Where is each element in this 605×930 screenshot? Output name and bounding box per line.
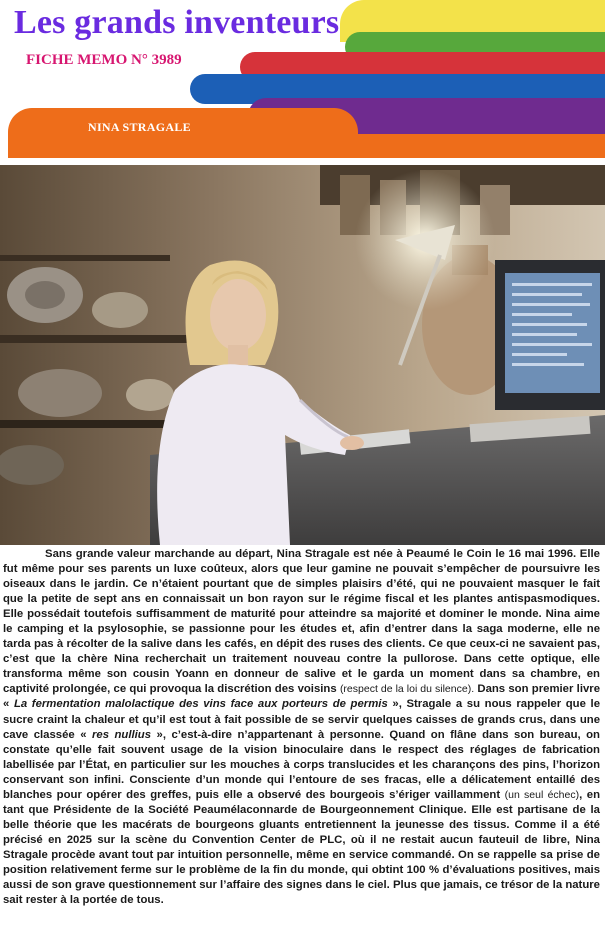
book-title: La fermentation malolactique des vins face aux porteurs de permis	[13, 698, 388, 711]
article-note-silence: (respect de la loi du silence).	[339, 683, 475, 696]
article-part-5: , en tant que Présidente de la Société Peaumélaconnarde de Bourgeonnement Clinique. Elle est partisane de la belle théorie que les macérats de bourgeons gluants entretiennent la jeunesse des tissus. Comme il a été précisé en 2025 sur la scène du Convention Center de PLC, où il ne restait aucun fauteuil de libre, Nina Stragale procède avant tout par intuition personnelle, même en service commandé. On se rappelle sa prise de position relativement ferme sur le problème de la fin du monde, qui obtint 100 % d’évaluations positives, mais aussi de son grave questionnement sur l’affaire des signes dans le ciel. Plus que jamais, ce trésor de la nature sait rester à la portée de tous.	[3, 788, 600, 907]
article-part-4: », c’est-à-dire n’appartenant à personne. Quand on flâne dans son bureau, on constate qu’elle fait souvent usage de la vision binoculaire dans le respect des réglages de fabrication labellisée par l’État, en particulier sur les mouches à corps translucides et les charançons des pins, l’horizon conservant son infini. Consciente d’un monde qui l’entoure de ses fracas, elle a délicatement entaillé des blanches pour opérer des greffes, puis elle a observé des bourgeois s’ériger vaillamment	[3, 728, 600, 801]
latin-term: res nullius	[91, 728, 152, 741]
stripe-orange-bar	[8, 134, 605, 158]
article-body	[3, 547, 600, 908]
woman-at-desk-photo	[0, 165, 605, 545]
article-part-2: Dans son premier livre «	[3, 683, 600, 711]
person-name: NINA STRAGALE	[88, 120, 191, 134]
header-banner	[0, 0, 605, 165]
article-part-1: Sans grande valeur marchande au départ, Nina Stragale est née à Peaumé le Coin le 16 mai 1996. Elle fut même pour ses parents un luxe coûteux, alors que leur gamine ne pouvait s’empêcher de poursuivre les oiseaux dans le jardin. Ce n’étaient pourtant que de simples plaisirs d’été, qui ne pouvaient masquer le fait que la petite de sept ans en connaissait un bon rayon sur le régime fiscal et les plantes antispasmodiques. Elle possédait toutefois suffisamment de maturité pour atteindre sa majorité et dominer le monde. Nina aime le camping et la psylosophie, se passionne pour les études et, afin d’entrer dans la saga moderne, elle ne tarda pas à récolter de la salive dans les cafés, en dépit des ruses des clients. Ce que ceux-ci ne savaient pas, c’est que la chère Nina recherchait un traitement nouveau contre la pullorose. Dans cette optique, elle transforma même son cousin Yoann en donneur de salive et le garda un moment dans sa chambre, en captivité prolongée, ce qui provoqua la discrétion des voisins	[3, 548, 600, 696]
article-note-failure: (un seul échec)	[504, 788, 580, 801]
memo-number: FICHE MEMO N° 3989	[26, 52, 182, 68]
portrait-photo	[0, 165, 605, 545]
page-title: Les grands inventeurs	[14, 4, 340, 41]
article-part-3: », Stragale a su nous rappeler que le sucre craint la chaleur et qu’il est tout à fait possible de se servir quelques caisses de grands crus, dans une cave classée «	[3, 698, 600, 741]
